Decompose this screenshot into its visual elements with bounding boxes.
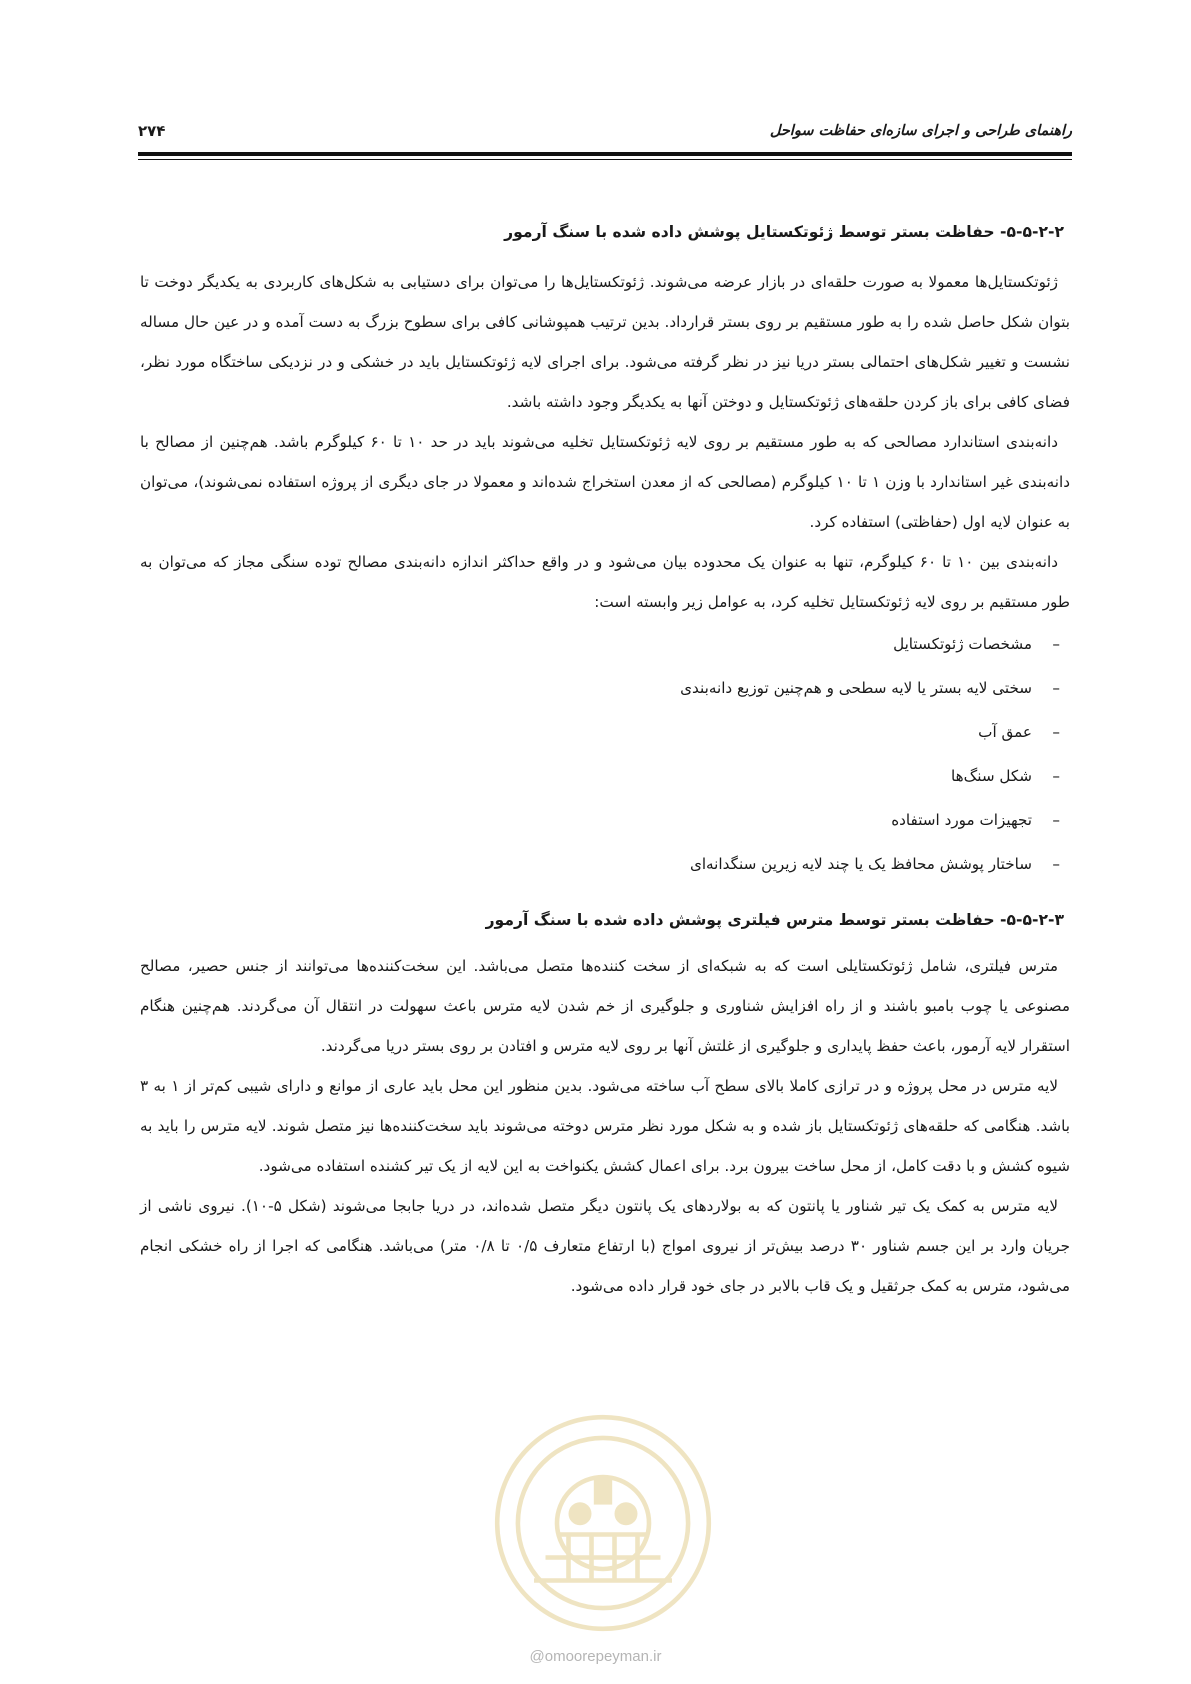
list-item [140, 754, 1060, 798]
paragraph: لایه مترس به کمک یک تیر شناور یا پانتون که به بولاردهای یک پانتون دیگر متصل شده‌اند، در دریا جابجا می‌شوند (شکل ۵-۱۰). نیروی ناشی از جریان وارد بر این جسم شناور ۳۰ درصد بیش‌تر از نیروی امواج (با ارتفاع متعارف ۰/۵ تا ۰/۸ متر) می‌باشد. هنگامی که اجرا از راه خشکی انجام می‌شود، مترس به کمک جرثقیل و یک قاب بالابر در جای خود قرار داده می‌شود. [140, 1197, 1070, 1295]
list-item-text: ساختار پوشش محافظ یک یا چند لایه زیرین سنگدانه‌ای [689, 855, 1032, 873]
list-item-text: سختی لایه بستر یا لایه سطحی و هم‌چنین توزیع دانه‌بندی [680, 679, 1032, 697]
list-item-text: شکل سنگ‌ها [951, 767, 1032, 785]
header-rule-thin [138, 159, 1072, 160]
book-title: راهنمای طراحی و اجرای سازه‌ای حفاظت سواحل [769, 123, 1072, 139]
list-item [140, 622, 1060, 666]
page-number: ۲۷۴ [138, 122, 166, 140]
paragraph: دانه‌بندی بین ۱۰ تا ۶۰ کیلوگرم، تنها به عنوان یک محدوده بیان می‌شود و در واقع حداکثر اندازه دانه‌بندی مصالح توده سنگی مجاز که می‌توان به طور مستقیم بر روی لایه ژئوتکستایل تخلیه کرد، به عوامل زیر وابسته است: [140, 553, 1070, 611]
watermark-seal-logo [488, 1408, 718, 1638]
section-heading-2: ۵-۵-۲-۳- حفاظت بستر توسط مترس فیلتری پوشش داده شده با سنگ آرمور [485, 911, 1064, 929]
watermark-url: @omoorepeyman.ir [529, 1648, 662, 1665]
list-item-text: مشخصات ژئوتکستایل [893, 635, 1032, 653]
header-rule-thick [138, 152, 1072, 156]
paragraph: ژئوتکستایل‌ها معمولا به صورت حلقه‌ای در بازار عرضه می‌شوند. ژئوتکستایل‌ها را می‌توان برای دستیابی به شکل‌های کاربردی به یکدیگر دوخت تا بتوان شکل حاصل شده را به طور مستقیم بر روی بستر قرارداد. بدین ترتیب همپوشانی کافی برای سطوح بزرگ به دست آمده و در عین حال مساله نشست و تغییر شکل‌های احتمالی بستر دریا نیز در نظر گرفته می‌شود. برای اجرای لایه ژئوتکستایل باید در خشکی و در نزدیکی ساختگاه مورد نظر، فضای کافی برای باز کردن حلقه‌های ژئوتکستایل و دوختن آنها به یکدیگر وجود داشته باشد. [140, 273, 1070, 411]
dash-bullet: – [1052, 811, 1060, 829]
paragraph: دانه‌بندی استاندارد مصالحی که به طور مستقیم بر روی لایه ژئوتکستایل تخلیه می‌شوند باید در حد ۱۰ تا ۶۰ کیلوگرم باشد. هم‌چنین از مصالح با دانه‌بندی غیر استاندارد با وزن ۱ تا ۱۰ کیلوگرم (مصالحی که از معدن استخراج شده‌اند و معمولا در جای دیگری از پروژه استفاده نمی‌شوند)، می‌توان به عنوان لایه اول (حفاظتی) استفاده کرد. [140, 433, 1070, 531]
list-item [140, 842, 1060, 886]
paragraph: لایه مترس در محل پروژه و در ترازی کاملا بالای سطح آب ساخته می‌شود. بدین منظور این محل باید عاری از موانع و دارای شیبی کم‌تر از ۱ به ۳ باشد. هنگامی که حلقه‌های ژئوتکستایل باز شده و به شکل مورد نظر مترس دوخته می‌شوند باید سخت‌کننده‌ها نیز متصل شوند. لایه مترس را باید به شیوه کشش و با دقت کامل، از محل ساخت بیرون برد. برای اعمال کشش یکنواخت به این لایه از یک تیر کشنده استفاده می‌شود. [140, 1077, 1070, 1175]
page-body [140, 212, 1070, 1306]
paragraph: مترس فیلتری، شامل ژئوتکستایلی است که به شبکه‌ای از سخت کننده‌ها متصل می‌باشد. این سخت‌کننده‌ها می‌توانند از جنس حصیر، مصالح مصنوعی یا چوب بامبو باشند و از راه افزایش شناوری و جلوگیری از خم شدن لایه مترس باعث سهولت در انتقال آن می‌گردند. هم‌چنین هنگام استقرار لایه آرمور، باعث حفظ پایداری و جلوگیری از غلتش آنها بر روی لایه مترس و افتادن بر روی بستر دریا می‌گردند. [140, 957, 1070, 1055]
list-item-text: عمق آب [978, 723, 1032, 741]
factor-list [140, 622, 1070, 886]
dash-bullet: – [1052, 723, 1060, 741]
list-item [140, 666, 1060, 710]
list-item-text: تجهیزات مورد استفاده [891, 811, 1032, 829]
list-item [140, 710, 1060, 754]
dash-bullet: – [1052, 635, 1060, 653]
list-item [140, 798, 1060, 842]
page-header [138, 116, 1072, 146]
dash-bullet: – [1052, 679, 1060, 697]
section-heading-1: ۵-۵-۲-۲- حفاظت بستر توسط ژئوتکستایل پوشش داده شده با سنگ آرمور [504, 223, 1064, 241]
dash-bullet: – [1052, 855, 1060, 873]
dash-bullet: – [1052, 767, 1060, 785]
